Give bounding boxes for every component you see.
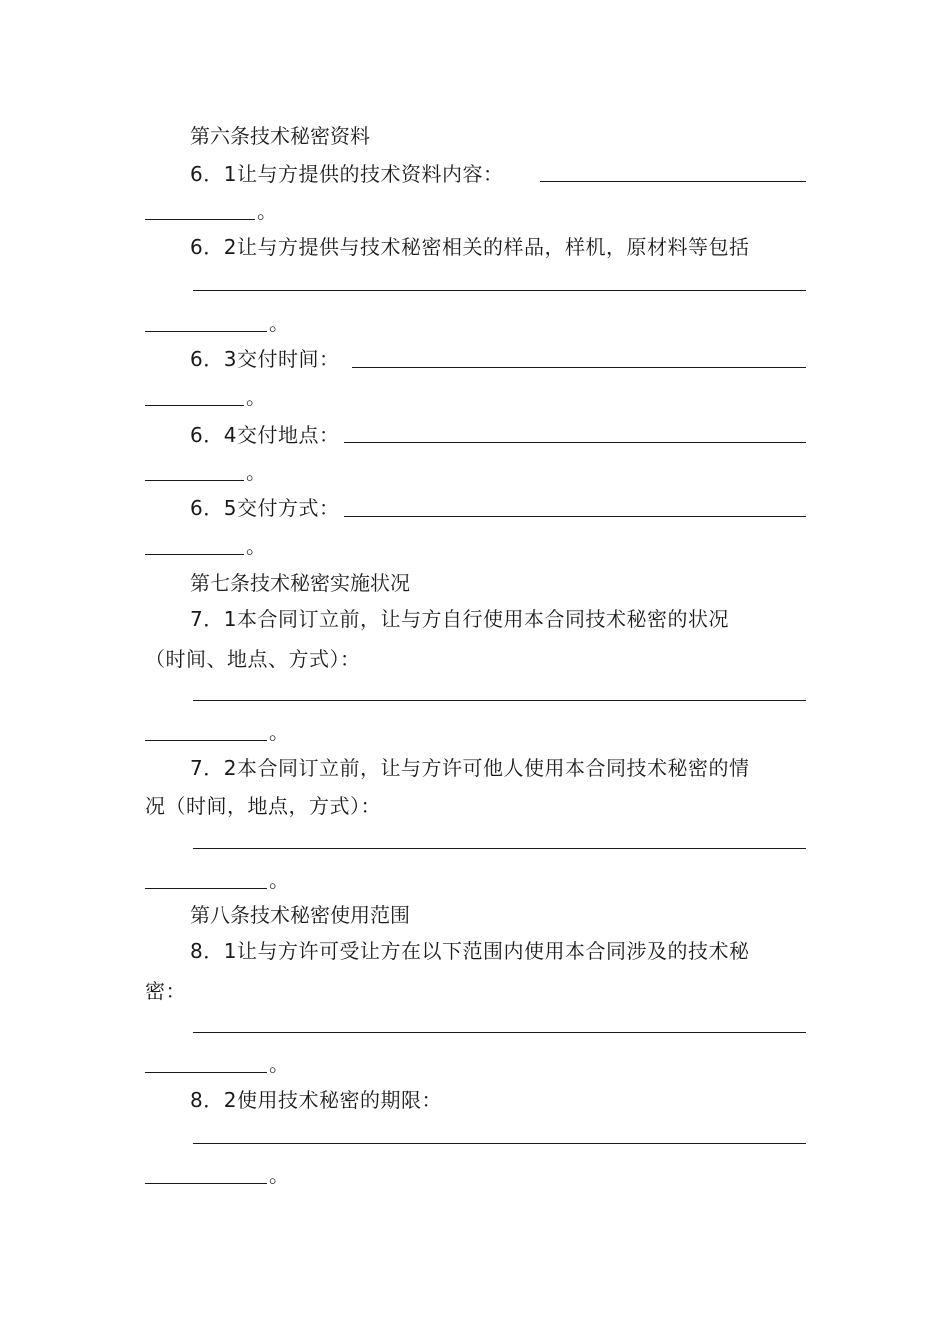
item-6-5-tail — [145, 532, 275, 560]
item-6-3-tail — [145, 383, 275, 411]
item-6-4-tail — [145, 458, 275, 486]
item-6-1-tail — [145, 197, 285, 225]
period: 。 — [269, 311, 289, 335]
item-8-1-tail-blank[interactable] — [145, 1050, 267, 1073]
period: 。 — [269, 868, 289, 892]
item-6-5-blank[interactable] — [344, 516, 806, 517]
item-6-2-tail-blank[interactable] — [145, 309, 267, 332]
item-7-2-blank[interactable] — [193, 848, 806, 849]
item-7-1-tail — [145, 718, 295, 746]
item-7-2-tail-blank[interactable] — [145, 866, 267, 889]
item-7-1-blank[interactable] — [193, 700, 806, 701]
item-8-2-blank[interactable] — [193, 1143, 806, 1144]
period: 。 — [269, 1052, 289, 1076]
item-8-2-label: 8．2使用技术秘密的期限： — [190, 1088, 442, 1112]
period: 。 — [246, 385, 266, 409]
item-6-3-label: 6．3交付时间： — [190, 347, 340, 371]
item-8-1-label: 8．1让与方许可受让方在以下范围内使用本合同涉及的技术秘 — [190, 939, 750, 963]
item-7-1-tail-blank[interactable] — [145, 718, 267, 741]
period: 。 — [269, 720, 289, 744]
item-8-1-tail — [145, 1050, 295, 1078]
item-6-4-tail-blank[interactable] — [145, 458, 244, 481]
period: 。 — [246, 534, 266, 558]
item-8-1-label-cont: 密： — [145, 979, 186, 1003]
item-7-2-label: 7．2本合同订立前，让与方许可他人使用本合同技术秘密的情 — [190, 756, 750, 780]
item-8-2-tail-blank[interactable] — [145, 1161, 267, 1184]
item-6-1-label: 6．1让与方提供的技术资料内容： — [190, 162, 504, 186]
section-6-title: 第六条技术秘密资料 — [190, 124, 370, 148]
item-6-3-tail-blank[interactable] — [145, 383, 244, 406]
item-7-1-label-cont: （时间、地点、方式）： — [145, 647, 361, 671]
item-6-1-tail-blank[interactable] — [145, 197, 255, 220]
section-7-title: 第七条技术秘密实施状况 — [190, 571, 410, 595]
item-7-2-tail — [145, 866, 295, 894]
period: 。 — [257, 199, 277, 223]
item-6-4-blank[interactable] — [344, 442, 806, 443]
item-7-2-label-cont: 况（时间，地点，方式）： — [145, 794, 381, 818]
item-8-2-tail — [145, 1161, 295, 1189]
item-6-2-label: 6．2让与方提供与技术秘密相关的样品，样机，原材料等包括 — [190, 235, 750, 259]
period: 。 — [269, 1163, 289, 1187]
item-6-2-blank[interactable] — [193, 290, 806, 291]
item-6-4-label: 6．4交付地点： — [190, 423, 340, 447]
section-8-title: 第八条技术秘密使用范围 — [190, 903, 410, 927]
item-6-5-tail-blank[interactable] — [145, 532, 244, 555]
period: 。 — [246, 460, 266, 484]
item-8-1-blank[interactable] — [193, 1032, 806, 1033]
item-6-3-blank[interactable] — [352, 367, 806, 368]
item-6-2-tail — [145, 309, 295, 337]
item-6-1-blank[interactable] — [540, 181, 806, 182]
item-6-5-label: 6．5交付方式： — [190, 496, 340, 520]
item-7-1-label: 7．1本合同订立前，让与方自行使用本合同技术秘密的状况 — [190, 607, 729, 631]
